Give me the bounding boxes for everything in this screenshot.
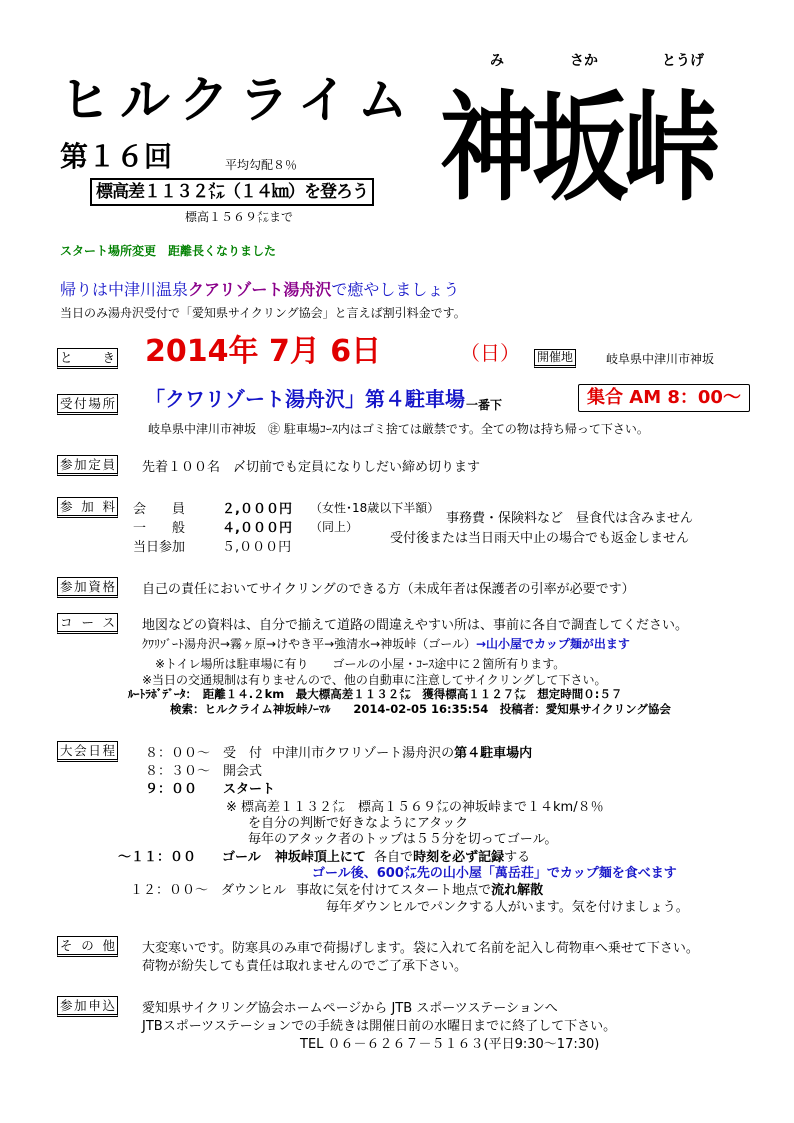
fee-row-general-amount: ４,０００円	[222, 521, 292, 536]
fee-row-general-kind: 一 般	[133, 521, 186, 536]
event-title: ヒルクライム	[60, 71, 418, 129]
schedule-downhill-bold: 流れ解散	[491, 883, 544, 898]
schedule-line-1	[145, 742, 532, 761]
course-toilet-note: ※トイレ場所は駐車場に有り ゴールの小屋・ｺｰｽ途中に２箇所有ります。	[155, 657, 566, 671]
fee-side-note-2: 受付後または当日雨天中止の場合でも返金しません	[390, 531, 690, 546]
average-gradient: 平均勾配８％	[225, 158, 298, 172]
schedule-goal-text: 各自で	[374, 850, 414, 865]
schedule-line-attack: を自分の判断で好きなようにアタック	[248, 816, 469, 831]
climb-box: 標高差１１３２㍍（１４㎞）を登ろう	[90, 178, 374, 206]
reception-address-note: 岐阜県中津川市神坂 ㊟ 駐車場ｺｰｽ内はゴミ捨ては厳禁です。全ての物は持ち帰って下さい。	[148, 422, 649, 436]
pass-ruby-mi: み	[490, 53, 504, 69]
gather-time-box: 集合 AM 8：00～	[578, 384, 750, 412]
apply-tel: TEL ０６－６２６７－５１６３(平日9:30～17:30)	[300, 1037, 600, 1052]
event-date: 2014年 7月 6日	[145, 334, 382, 369]
date-label: と き	[57, 348, 118, 369]
schedule-line-climb-info: ※ 標高差１１３２㍍ 標高１５６９㍍の神坂峠まで１４km/８％	[226, 800, 604, 815]
spa-discount-note: 当日のみ湯舟沢受付で「愛知県サイクリング協会」と言えば割引料金です。	[60, 306, 466, 320]
schedule-goal-record: 時刻を必ず記録	[413, 850, 505, 865]
course-route	[142, 635, 630, 652]
course-traffic-note: ※当日の交通規制は有りませんので、他の自動車に注意してサイクリングして下さい。	[142, 673, 607, 687]
venue-change-notice: スタート場所変更 距離長くなりました	[60, 244, 277, 258]
schedule-line-record: 毎年のアタック者のトップは５５分を切ってゴール。	[248, 832, 558, 847]
summit-note: 標高１５６９㍍まで	[185, 210, 294, 224]
schedule-line-puncture: 毎年ダウンヒルでパンクする人がいます。気を付けましょう。	[326, 900, 689, 915]
fee-row-member-amount: ２,０００円	[222, 502, 292, 517]
course-route-text: ｸﾜﾘｿﾞｰﾄ湯舟沢→霧ヶ原→けやき平→強清水→神坂峠（ゴール）	[142, 637, 476, 651]
capacity-label: 参加定員	[57, 455, 118, 476]
course-route-data: ﾙｰﾄﾗﾎﾞﾃﾞｰﾀ： 距離１４.２km 最大標高差１１３２㍍ 獲得標高１１２７㍍ 想定時間０:５７	[128, 687, 623, 701]
pass-ruby-saka: さか	[570, 53, 598, 69]
schedule-line-cup-noodle: ゴール後、600㍍先の山小屋「萬岳荘」でカップ麺を食べます	[312, 866, 677, 881]
fee-side-note-1: 事務費・保険料など 昼食代は含みません	[446, 511, 694, 526]
course-route-highlight: →山小屋でカップ麺が出ます	[475, 637, 630, 651]
fee-label: 参加料	[57, 497, 118, 518]
course-search-line: 検索：ヒルクライム神坂峠ﾉｰﾏﾙ 2014-02-05 16:35:54 投稿者：愛知県サイクリング協会	[170, 702, 671, 716]
schedule-downhill-text: 事故に気を付けてスタート地点で	[296, 883, 492, 898]
apply-line-1: 愛知県サイクリング協会ホームページから JTB スポーツステーションへ	[142, 1001, 558, 1016]
fee-row-member-note: （女性･18歳以下半額）	[310, 501, 440, 515]
other-line-1: 大変寒いです。防寒具のみ車で荷揚げします。袋に入れて名前を記入し荷物車へ乗せて下さい。	[142, 941, 699, 956]
venue-value: 岐阜県中津川市神坂	[606, 352, 715, 366]
fee-row-member-kind: 会 員	[133, 502, 186, 517]
reception-place-note: 一番下	[466, 398, 503, 412]
schedule-line-start: ９：００ スタート	[145, 782, 276, 797]
schedule-reception-text: 中津川市クワリゾート湯舟沢の	[272, 746, 455, 761]
schedule-goal-end: する	[504, 850, 531, 865]
qualification-text: 自己の責任においてサイクリングのできる方（未成年者は保護者の引率が必要です）	[142, 582, 635, 597]
schedule-line-opening: ８：３０～ 開会式	[145, 764, 263, 779]
schedule-label: 大会日程	[57, 741, 118, 762]
apply-line-2: JTBスポーツステーションでの手続きは開催日前の水曜日までに終了して下さい。	[142, 1019, 617, 1034]
schedule-downhill-time: １２：００～ ダウンヒル	[130, 883, 287, 898]
schedule-goal-place: 神坂峠頂上にて	[274, 850, 366, 865]
other-label: その他	[57, 936, 118, 957]
reception-place: 「クワリゾート湯舟沢」第４駐車場	[145, 387, 465, 411]
course-line-1: 地図などの資料は、自分で揃えて道路の間違えやすい所は、事前に各自で調査してください。	[142, 618, 689, 633]
pass-ruby-touge: とうげ	[662, 53, 704, 69]
pass-name-title: 神坂峠	[440, 79, 716, 217]
fee-row-sameday-amount: ５,０００円	[222, 540, 292, 555]
apply-label: 参加申込	[57, 996, 118, 1017]
qualification-label: 参加資格	[57, 577, 118, 598]
course-label: コース	[57, 613, 118, 634]
spa-name: クアリゾート湯舟沢	[188, 280, 332, 299]
spa-prefix: 帰りは中津川温泉	[60, 280, 189, 299]
edition: 第１６回	[60, 140, 173, 173]
capacity-text: 先着１００名 〆切前でも定員になりしだい締め切ります	[142, 460, 481, 475]
spa-suffix: で癒やしましょう	[331, 280, 460, 299]
schedule-goal-time: ～１１：００ ゴール	[118, 850, 261, 865]
fee-row-general-note: （同上）	[310, 520, 359, 534]
venue-label: 開催地	[534, 349, 576, 368]
schedule-reception-time: ８：００～ 受 付	[145, 746, 263, 761]
spa-line	[60, 280, 459, 300]
fee-row-sameday-kind: 当日参加	[133, 540, 186, 555]
schedule-reception-bold: 第４駐車場内	[454, 746, 533, 761]
other-line-2: 荷物が紛失しても責任は取れませんのでご了承下さい。	[142, 959, 468, 974]
event-weekday: （日）	[460, 341, 520, 365]
reception-label: 受付場所	[57, 394, 118, 415]
